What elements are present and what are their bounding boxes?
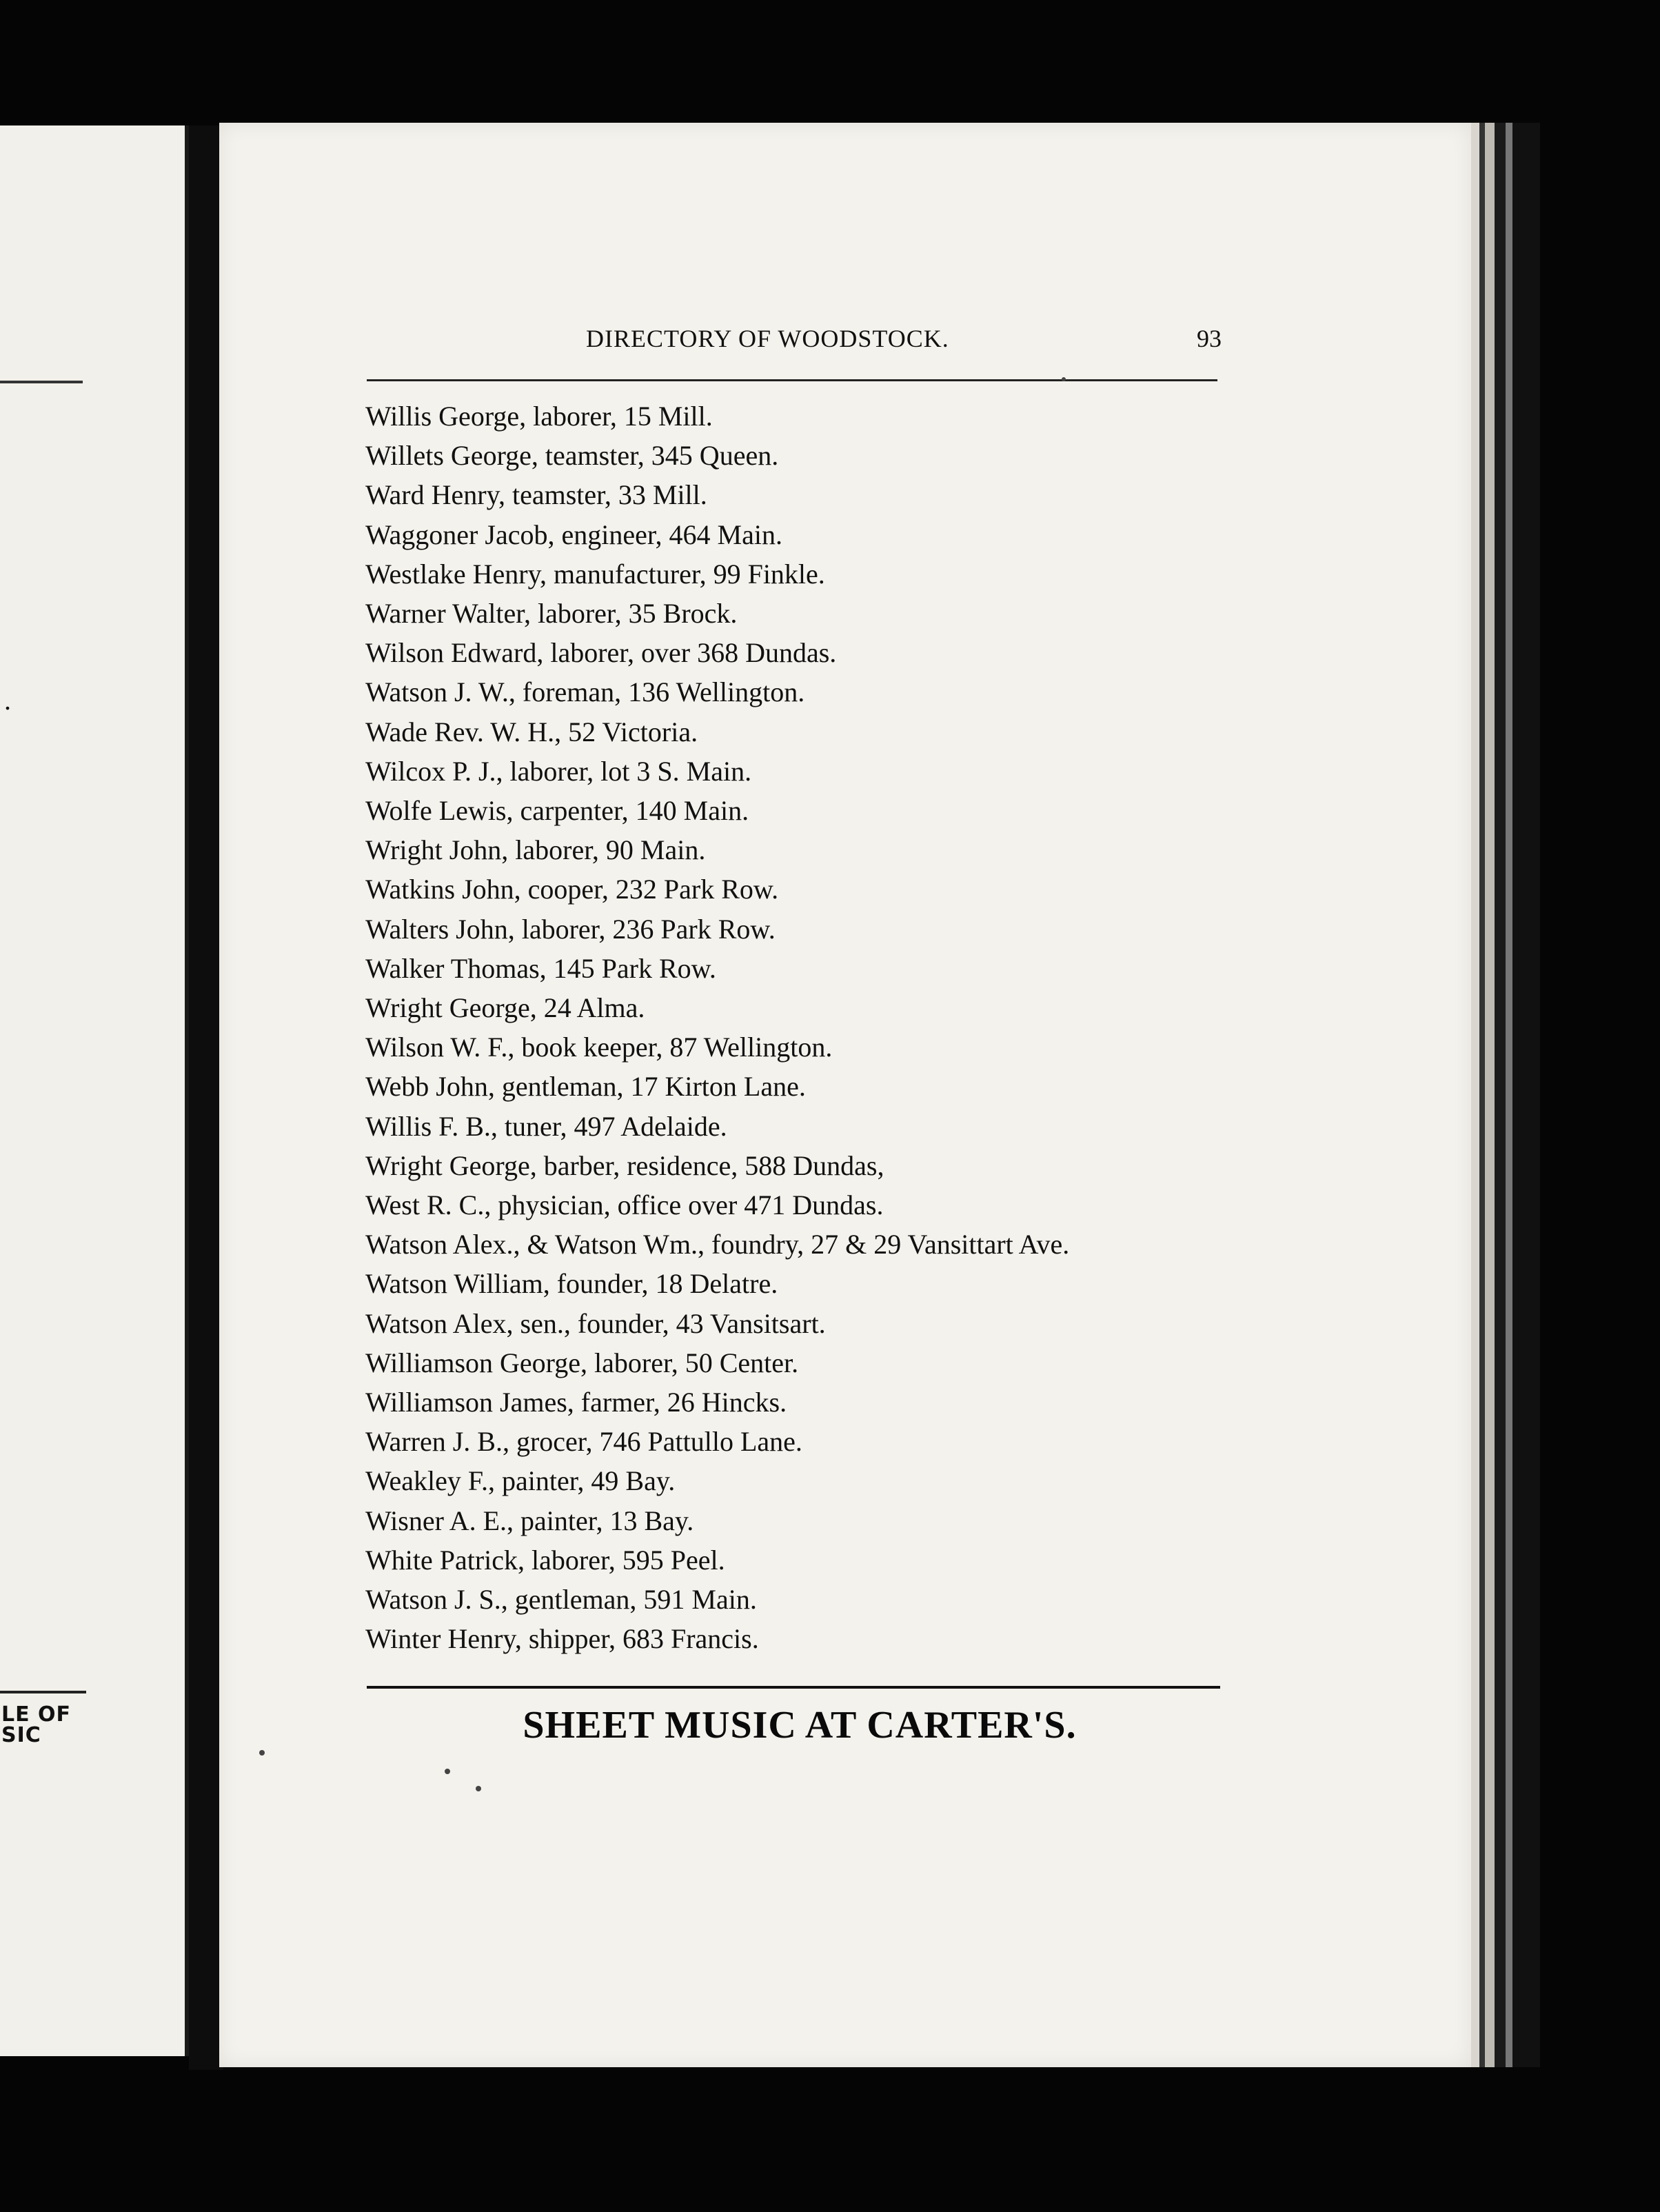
directory-entry: Watson J. S., gentleman, 591 Main. [365,1584,757,1616]
ad-fragment-line: SIC [1,1723,41,1747]
previous-page-fragment [0,125,189,2056]
directory-entries [365,396,1262,1659]
print-speck [259,1750,265,1756]
header-rule [367,379,1217,381]
print-speck [476,1786,481,1791]
directory-entry: Wisner A. E., painter, 13 Bay. [365,1505,694,1536]
directory-entry: Wright George, barber, residence, 588 Dundas, [365,1149,884,1181]
directory-entry: Wilson Edward, laborer, over 368 Dundas. [365,637,837,669]
directory-entry: Williamson George, laborer, 50 Center. [365,1347,799,1378]
directory-entry: Wright George, 24 Alma. [365,992,645,1024]
directory-entry: West R. C., physician, office over 471 Dundas. [365,1189,884,1221]
directory-entry: Watkins John, cooper, 232 Park Row. [365,874,779,905]
book-gutter [189,125,223,2070]
directory-entry: Watson J. W., foreman, 136 Wellington. [365,676,805,708]
directory-entry: Wolfe Lewis, carpenter, 140 Main. [365,795,749,827]
directory-entry: Ward Henry, teamster, 33 Mill. [365,479,707,511]
directory-entry: Warren J. B., grocer, 746 Pattullo Lane. [365,1426,802,1458]
directory-entry: Willis F. B., tuner, 497 Adelaide. [365,1110,727,1142]
directory-entry: Wilson W. F., book keeper, 87 Wellington. [365,1032,833,1063]
directory-entry: Westlake Henry, manufacturer, 99 Finkle. [365,558,825,590]
directory-entry: Weakley F., painter, 49 Bay. [365,1465,676,1497]
previous-page-footer-rule [0,1691,86,1693]
directory-entry: White Patrick, laborer, 595 Peel. [365,1544,725,1576]
directory-entry: Watson Alex., & Watson Wm., foundry, 27 & 29 Vansittart Ave. [365,1229,1070,1260]
directory-entry: Wade Rev. W. H., 52 Victoria. [365,716,698,747]
running-head: DIRECTORY OF WOODSTOCK. [586,325,949,352]
directory-entry: Watson Alex, sen., founder, 43 Vansitsart. [365,1307,826,1339]
print-speck [1062,377,1066,381]
directory-entry: Wilcox P. J., laborer, lot 3 S. Main. [365,755,752,787]
directory-entry: Walker Thomas, 145 Park Row. [365,952,716,984]
footer-rule [367,1686,1220,1689]
previous-page-rule [0,381,83,383]
directory-entry: Willets George, teamster, 345 Queen. [365,440,779,472]
directory-entry: Watson William, founder, 18 Delatre. [365,1268,778,1300]
page-stack-edge [1471,123,1540,2067]
directory-entry: Warner Walter, laborer, 35 Brock. [365,598,738,630]
directory-entry: Willis George, laborer, 15 Mill. [365,401,713,432]
previous-page-text-fragment: . [4,685,11,716]
print-speck [445,1769,450,1774]
directory-entry: Wright John, laborer, 90 Main. [365,834,706,866]
ad-fragment-line: LE OF [1,1702,72,1727]
directory-entry: Walters John, laborer, 236 Park Row. [365,913,776,945]
directory-entry: Williamson James, farmer, 26 Hincks. [365,1387,787,1418]
page-number: 93 [1197,325,1222,352]
directory-entry: Winter Henry, shipper, 683 Francis. [365,1623,759,1655]
directory-entry: Waggoner Jacob, engineer, 464 Main. [365,519,782,550]
footer-advertisement: SHEET MUSIC AT CARTER'S. [523,1704,1077,1747]
directory-entry: Webb John, gentleman, 17 Kirton Lane. [365,1071,806,1103]
previous-page-ad-fragment [1,1702,84,1747]
